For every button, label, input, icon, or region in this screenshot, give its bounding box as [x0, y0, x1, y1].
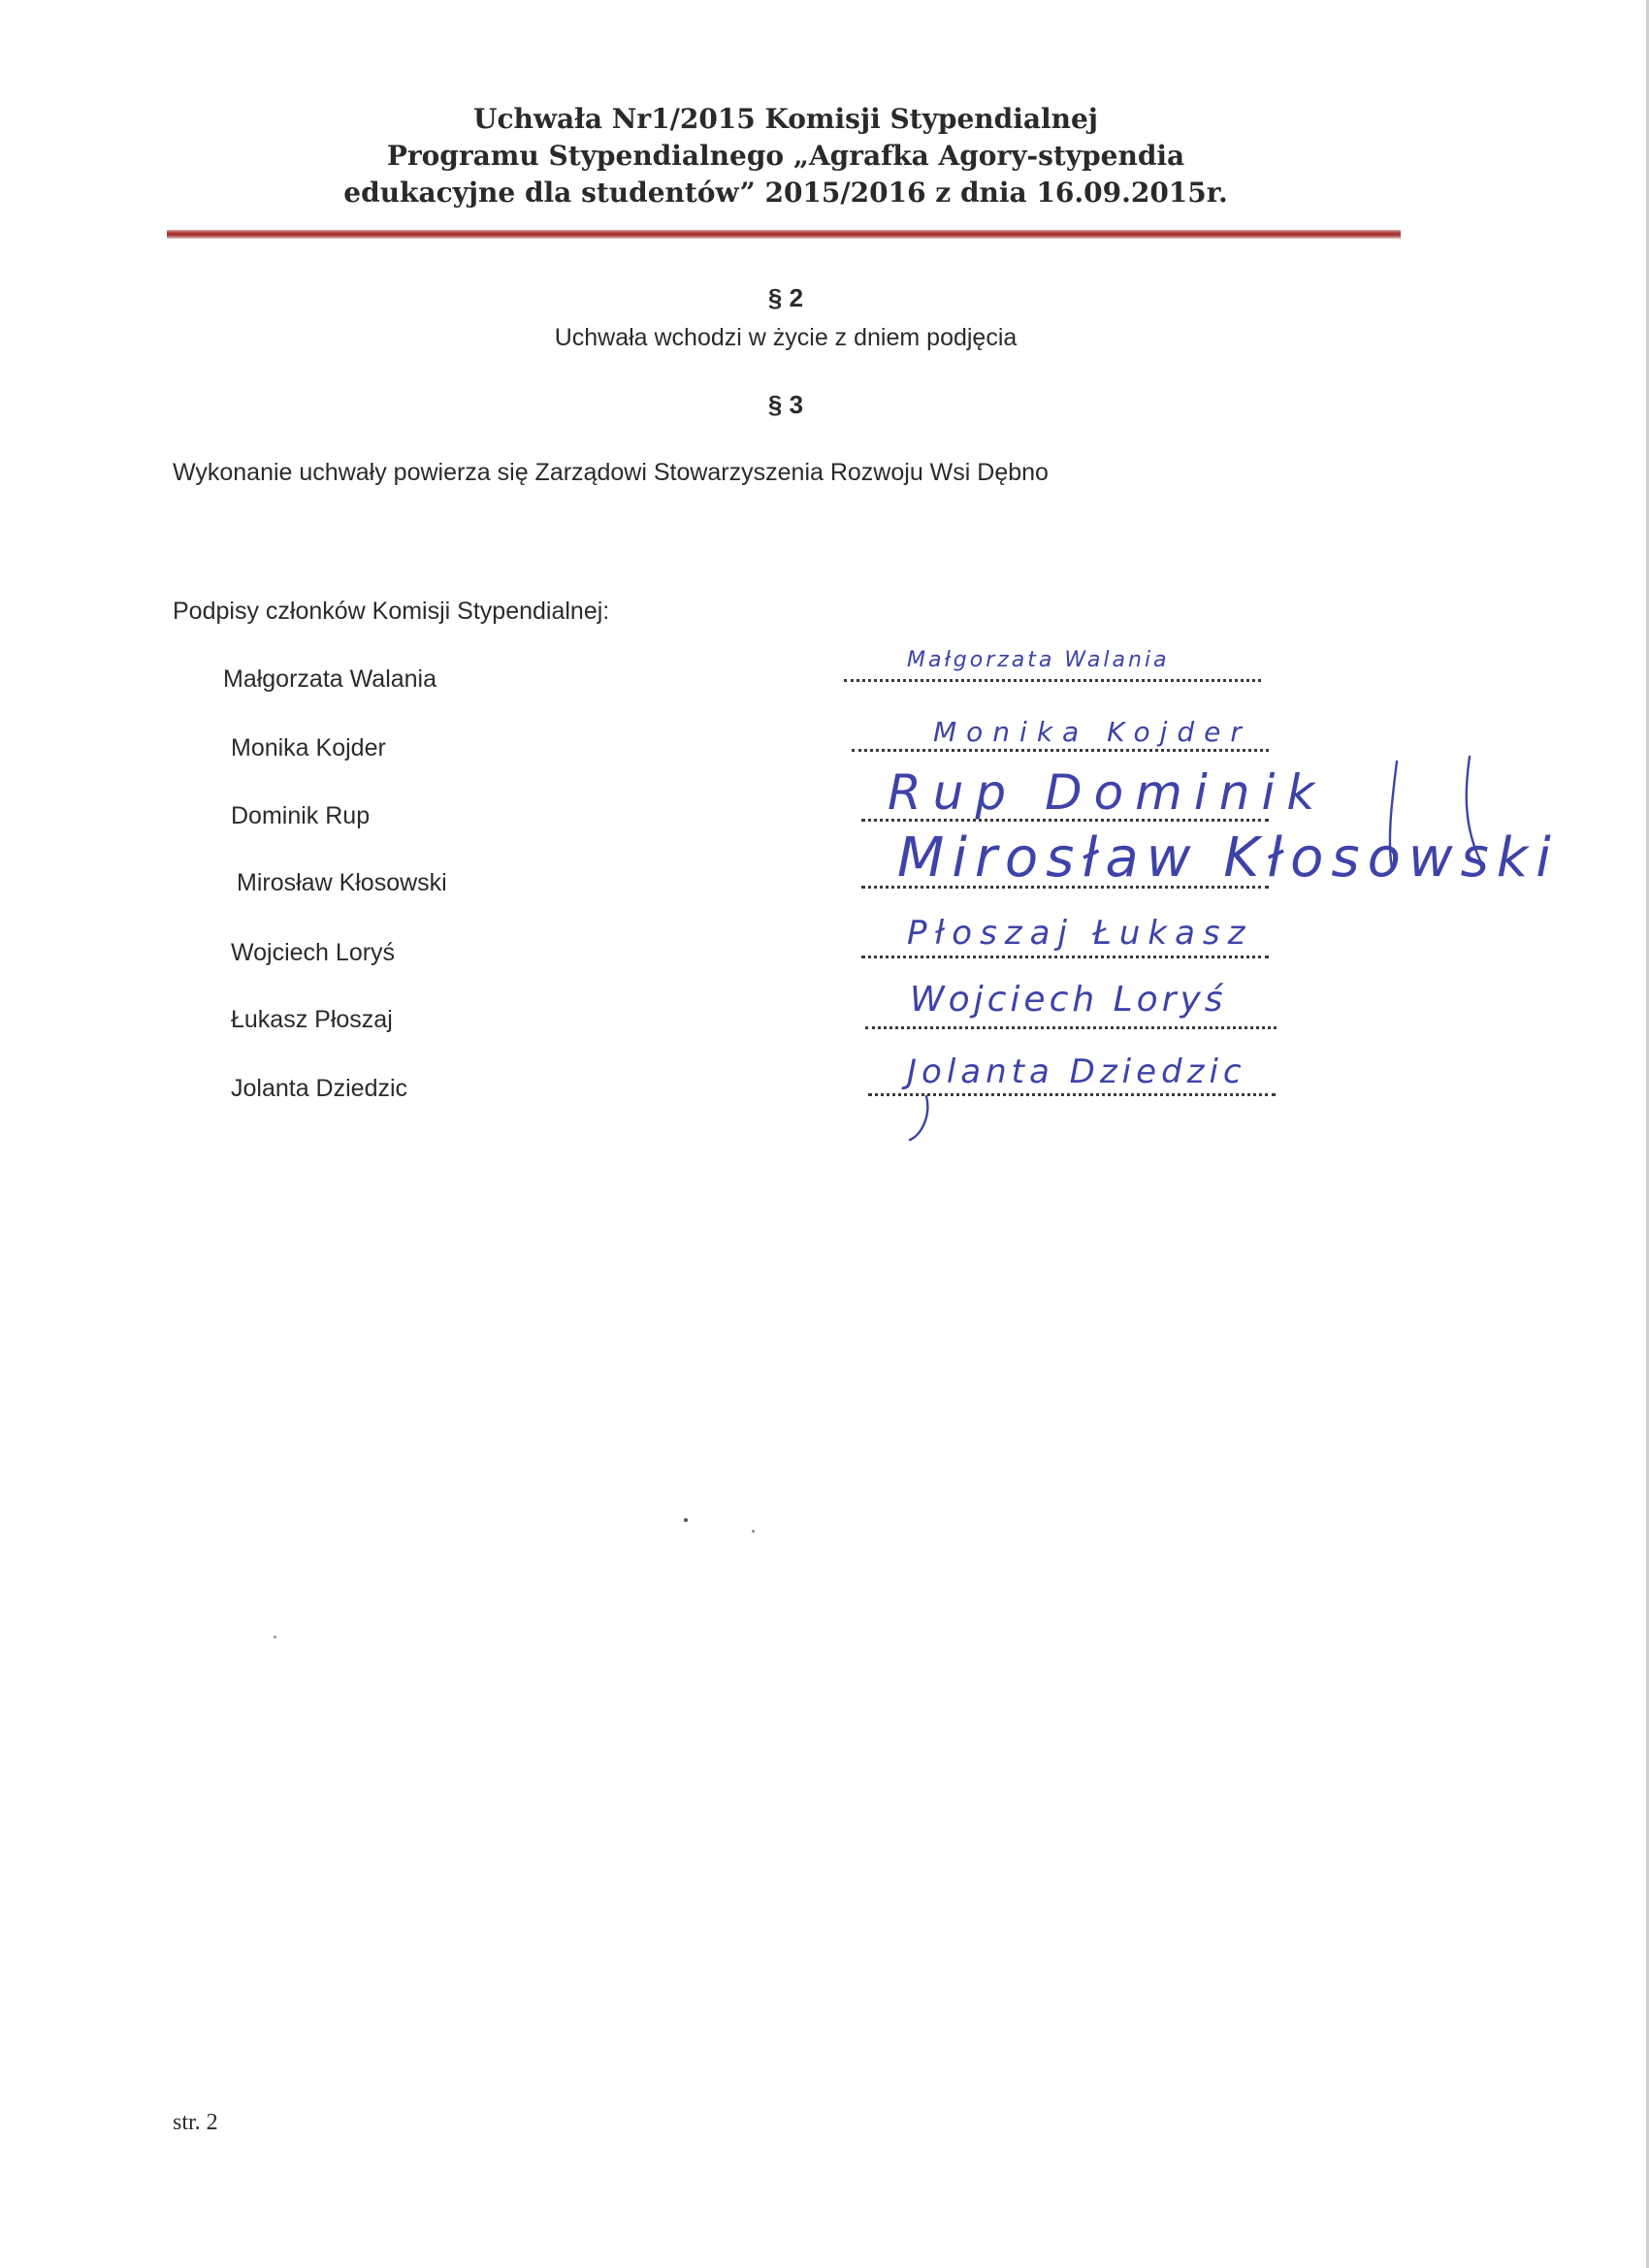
handwritten-signature: Mirosław Kłosowski: [897, 826, 1559, 890]
signatures-heading: Podpisy członków Komisji Stypendialnej:: [173, 598, 610, 625]
handwritten-signature: Wojciech Loryś: [910, 980, 1227, 1020]
scan-speck: [684, 1518, 688, 1522]
member-name: Łukasz Płoszaj: [231, 1006, 393, 1033]
member-name: Małgorzata Walania: [223, 665, 437, 693]
member-name: Dominik Rup: [231, 802, 371, 829]
header-line-1: Uchwała Nr1/2015 Komisji Stypendialnej: [473, 103, 1098, 135]
handwritten-signature: Monika Kojder: [933, 716, 1251, 748]
section-3-text: Wykonanie uchwały powierza się Zarządowi Stowarzyszenia Rozwoju Wsi Dębno: [173, 459, 1049, 486]
header-divider: [167, 230, 1401, 239]
member-name: Jolanta Dziedzic: [231, 1075, 408, 1102]
handwritten-signature: Jolanta Dziedzic: [907, 1053, 1246, 1091]
member-name: Mirosław Kłosowski: [237, 869, 447, 896]
section-3-mark: § 3: [767, 390, 804, 419]
signature-line: [865, 1026, 1277, 1029]
header-line-2: Programu Stypendialnego „Agrafka Agory-stypendia: [386, 140, 1185, 172]
document-header: [165, 101, 1406, 211]
signature-line: [852, 749, 1269, 752]
signature-line: [844, 679, 1261, 682]
member-name: Wojciech Loryś: [231, 939, 396, 966]
signature-flourish: [902, 1091, 941, 1150]
handwritten-signature: Płoszaj Łukasz: [907, 914, 1253, 953]
handwritten-signature: Rup Dominik: [888, 764, 1327, 821]
signature-line: [861, 956, 1269, 958]
scan-speck: [274, 1636, 276, 1638]
signature-flourish: [1339, 752, 1494, 878]
section-2-mark: § 2: [767, 283, 804, 312]
header-line-3: edukacyjne dla studentów” 2015/2016 z dnia 16.09.2015r.: [343, 177, 1228, 209]
page-number: str. 2: [173, 2110, 218, 2135]
section-2-text: Uchwała wchodzi w życie z dniem podjęcia: [554, 324, 1018, 351]
member-name: Monika Kojder: [231, 734, 386, 761]
handwritten-signature: Małgorzata Walania: [907, 648, 1170, 672]
scan-speck: [752, 1530, 755, 1533]
